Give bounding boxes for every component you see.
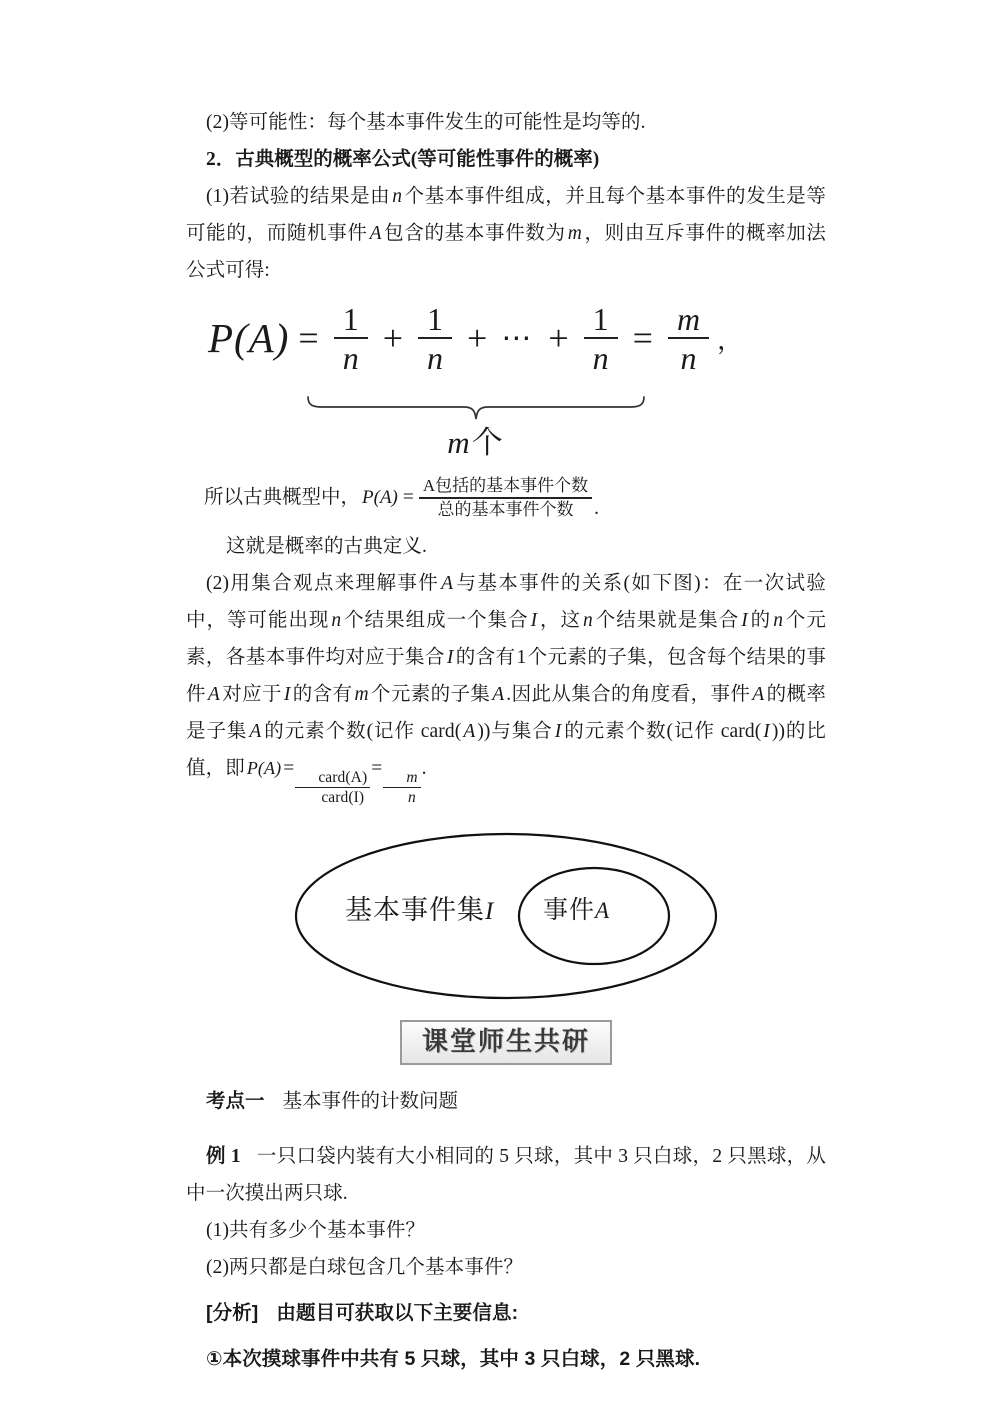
p2-q: 的元素个数(记作 card( [563,721,762,742]
analysis-text: 由题目可获取以下主要信息: [276,1302,519,1325]
var-I: I [554,721,562,742]
display-formula-probability [186,301,826,466]
formula-classical-definition [186,470,826,526]
classical-period: . [594,498,600,519]
venn-diagram [186,828,826,1004]
var-n: n [331,610,342,631]
section-banner-classroom: 课堂师生共研 [400,1020,612,1065]
venn-outer-label [345,888,494,927]
formula-trailing-comma: ， [717,325,744,355]
example-text: 一只口袋内装有大小相同的 5 只球，其中 3 只白球，2 只黑球，从中一次摸出两只球. [186,1146,826,1205]
card-fraction [295,769,370,806]
p2-h: 的含有 [455,647,516,668]
example-question-1: (1)共有多少个基本事件？ [206,1220,426,1242]
var-A: A [369,223,382,244]
paragraph-derivation-intro [186,178,826,289]
page-content [186,104,826,1378]
formula-ellipsis: ⋯ [501,321,535,355]
underbrace-var: m [447,425,472,460]
fraction-numerator: m [676,301,701,337]
classical-prefix: 所以古典概型中， [204,487,361,508]
final-equals-1: = [283,758,295,779]
paragraph-classical-definition-note: 这就是概率的古典定义. [226,536,427,557]
classical-lhs: P(A) [362,487,398,508]
paragraph-equal-possibility: (2)等可能性：每个基本事件发生的可能性是均等的. [206,112,646,133]
p2-o: 的元素个数(记作 card( [263,721,462,742]
card-denominator: card(I) [321,789,365,807]
p2-r: ))的比值，即 [186,721,826,779]
fraction-term-3 [584,303,618,374]
exam-point-line [186,1083,826,1120]
var-n: n [773,610,784,631]
venn-inner-label [543,890,610,926]
var-A: A [752,684,765,705]
p2-b: 与基本事件的关系(如下图)：在一次试验中，等可能出现 [186,573,826,631]
mn-numerator: m [406,769,418,786]
example-label: 例 1 [206,1146,241,1168]
underbrace-label [306,417,646,462]
exam-point-label: 考点一 [206,1089,265,1112]
formula-equation-row [208,303,752,374]
exam-point-text: 基本事件的计数问题 [282,1090,459,1112]
var-n: n [392,186,403,207]
var-m: m [354,684,369,705]
classical-fraction [419,476,592,519]
p2-d: ，这 [539,610,582,631]
analysis-label: [分析] [206,1302,259,1325]
var-I: I [446,647,454,668]
final-lhs: P(A) [246,758,282,778]
analysis-line [186,1295,826,1332]
para1-part-a: (1)若试验的结果是由 [206,186,391,207]
venn-outer-label-var: I [485,898,495,926]
p2-p: ))与集合 [477,721,553,742]
classical-denominator: 总的基本事件个数 [437,499,574,519]
fraction-denominator: n [427,339,444,376]
fraction-denominator: n [680,339,697,376]
p2-j: 对应于 [221,684,282,705]
var-A: A [463,721,476,742]
p2-e: 个结果就是集合 [594,610,740,631]
fraction-numerator: 1 [342,301,359,337]
var-I: I [283,684,291,705]
fraction-result [668,303,709,374]
p2-f: 的 [749,610,772,631]
example-line [186,1138,826,1212]
var-n: n [583,610,593,631]
underbrace-group [306,395,646,462]
paragraph-set-view [186,565,826,806]
formula-plus-2: + [467,318,488,359]
para1-part-d: ，则由互斥事件的概率加法公式可得: [186,223,826,281]
var-I: I [763,721,770,742]
p2-n: 的概率是子集 [186,684,826,742]
formula-plus-1: + [382,318,404,359]
analysis-point-1: ①本次摸球事件中共有 5 只球，其中 3 只白球，2 只黑球. [206,1348,701,1371]
card-numerator: card(A) [318,769,368,786]
classical-numerator: A包括的基本事件个数 [422,476,589,496]
p2-m: .因此从集合的角度看，事件 [506,684,751,705]
para1-part-b: 个基本事件组成，并且每个基本事件的发生是等可能的，而随机事件 [186,186,826,244]
var-A: A [207,684,220,705]
formula-lhs: P(A) [208,315,290,362]
formula-equals-2: = [632,318,653,359]
var-I: I [530,610,538,631]
venn-inner-label-var: A [595,898,611,924]
var-I: I [741,610,748,631]
underbrace-unit: 个 [471,425,505,460]
p2-c: 个结果组成一个集合 [343,610,529,631]
fraction-numerator: 1 [592,301,609,337]
section-banner-wrap [186,1020,826,1065]
fraction-denominator: n [342,339,359,376]
venn-inner-label-cn: 事件 [543,897,596,925]
fraction-numerator: 1 [427,301,444,337]
example-question-2: (2)两只都是白球包含几个基本事件？ [206,1257,524,1279]
mn-fraction [383,769,420,806]
var-A: A [492,684,505,705]
mn-denominator: n [408,789,416,807]
venn-outer-label-cn: 基本事件集 [345,895,485,926]
num-1: 1 [516,647,527,668]
venn-canvas [291,828,721,1004]
var-A: A [441,573,454,594]
p2-k: 的含有 [292,684,353,705]
p2-a: (2)用集合观点来理解事件 [206,573,440,594]
para1-part-c: 包含的基本事件数为 [383,223,566,244]
p2-l: 个元素的子集 [370,684,491,705]
classical-equals: = [402,487,414,508]
fraction-term-2 [418,303,452,374]
p2-g: 个元素，各基本事件均对应于集合 [186,610,827,668]
final-period: . [421,758,427,779]
formula-plus-3: + [548,318,569,359]
heading-classical-probability-formula: 2．古典概型的概率公式(等可能性事件的概率) [206,149,600,170]
formula-equals-1: = [298,318,319,359]
final-equals-2: = [371,758,383,779]
fraction-term-1 [334,303,368,374]
var-m: m [567,223,582,244]
p2-i: 个元素的子集，包含每个结果的事件 [186,647,826,705]
fraction-denominator: n [592,339,609,376]
var-A: A [249,721,262,742]
